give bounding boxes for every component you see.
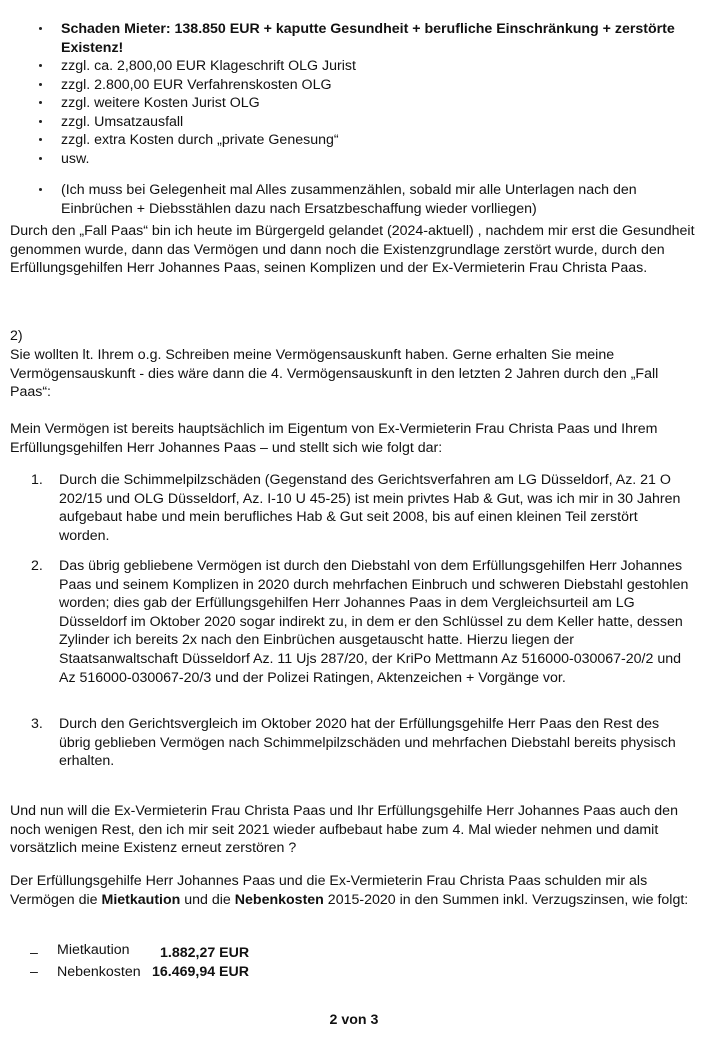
schulden-text-3: 2015-2020 in den Summen inkl. Verzugszinsen, wie folgt: <box>323 891 689 908</box>
dash-marker: – <box>30 964 38 980</box>
paragraph-vermoegensauskunft: Sie wollten lt. Ihrem o.g. Schreiben meine Vermögensauskunft haben. Gerne erhalten Sie meine Vermögensauskunft - dies wäre dann die 4. Vermögensauskunft in den letzten 2 Jahren durch den „Fall Paas“: <box>10 347 659 401</box>
bullet-dot <box>39 27 42 30</box>
damage-list <box>0 20 700 169</box>
bullet-dot <box>39 188 42 191</box>
amount-label: Nebenkosten <box>57 964 141 980</box>
numbered-item <box>31 471 691 545</box>
numbered-item <box>31 715 691 771</box>
list-item-text: zzgl. 2.800,00 EUR Verfahrenskosten OLG <box>61 76 332 93</box>
bullet-dot <box>39 120 42 123</box>
item-text: Das übrig gebliebene Vermögen ist durch den Diebstahl von dem Erfüllungsgehilfen Herr Johannes Paas und seinem Komplizen in 2020 durch mehrfachen Einbruch und schweren Diebstahl gestohlen worden; dies gab der Erfüllungsgehilfen Herr Johannes Paas in dem Vergleichsurteil am LG Düsseldorf im Oktober 2020 sogar indirekt zu, in dem er den Schlüssel zu dem Keller hatte, dessen Zylinder ich bereits 2x nach den Einbrüchen ausgetauscht hatte. Hierzu liegen der Staatsanwaltschaft Düsseldorf Az. 11 Ujs 287/20, der KriPo Mettmann Az 516000-030067-20/2 und Az 516000-030067-20/3 und der Polizei Ratingen, Aktenzeichen + Vorgänge vor. <box>59 558 689 686</box>
item-number: 3. <box>31 716 43 732</box>
list-item <box>0 113 700 132</box>
item-number: 2. <box>31 558 43 574</box>
amount-label: Mietkaution <box>57 942 130 958</box>
list-item <box>0 20 700 57</box>
paragraph-rest: Und nun will die Ex-Vermieterin Frau Christa Paas und Ihr Erfüllungsgehilfe Herr Johannes Paas auch den noch wenigen Rest, den ich mir seit 2021 wieder aufbebaut habe zum 4. Mal wieder nehmen und damit vorsätzlich meine Existenz erneut zerstören ? <box>10 803 678 857</box>
list-item-text: zzgl. weitere Kosten Jurist OLG <box>61 95 260 112</box>
section-number: 2) <box>10 328 23 344</box>
amount-value: 16.469,94 EUR <box>152 964 250 980</box>
note-text: (Ich muss bei Gelegenheit mal Alles zusammenzählen, sobald mir alle Unterlagen nach den Einbrüchen + Diebsstählen dazu nach Ersatzbeschaffung wieder vorlliegen) <box>61 182 637 217</box>
bullet-dot <box>39 138 42 141</box>
list-item <box>0 76 700 95</box>
list-item <box>0 181 700 218</box>
list-item <box>0 94 700 113</box>
list-item-text: zzgl. Umsatzausfall <box>61 113 184 130</box>
list-item-text: usw. <box>61 150 90 167</box>
amount-value: 1.882,27 EUR <box>160 945 250 961</box>
list-item <box>0 57 700 76</box>
paragraph-fall-paas: Durch den „Fall Paas“ bin ich heute im Bürgergeld gelandet (2024-aktuell) , nachdem mir erst die Gesundheit genommen wurde, dann das Vermögen und dann noch die Existenzgrundlage zerstört wurde, durch den Erfüllungsgehilfen Herr Johannes Paas, seinen Komplizen und der Ex-Vermieterin Frau Christa Paas. <box>10 223 695 277</box>
list-item <box>0 131 700 150</box>
page-number: 2 von 3 <box>329 1012 379 1028</box>
list-item-text: zzgl. ca. 2,800,00 EUR Klageschrift OLG Jurist <box>61 58 356 74</box>
nebenkosten-term: Nebenkosten <box>234 891 324 908</box>
note-list <box>0 181 700 218</box>
list-item-text: zzgl. extra Kosten durch „private Genesung“ <box>61 132 339 149</box>
dash-marker: – <box>30 945 38 961</box>
damage-summary: Schaden Mieter: 138.850 EUR + kaputte Gesundheit + berufliche Einschränkung + zerstörte Existenz! <box>61 21 675 56</box>
schulden-text-2: und die <box>180 891 235 908</box>
item-text: Durch den Gerichtsvergleich im Oktober 2020 hat der Erfüllungsgehilfe Herr Paas den Rest des übrig geblieben Vermögen nach Schimmelpilzschäden und mehrfachen Diebstahl bereits physisch erhalten. <box>59 716 676 770</box>
item-text: Durch die Schimmelpilzschäden (Gegenstand des Gerichtsverfahren am LG Düsseldorf, Az. 21 O 202/15 und OLG Düsseldorf, Az. I-10 U 45-25) ist mein privtes Hab & Gut, was ich mir in 30 Jahren aufgebaut habe und mein berufliches Hab & Gut seit 2008, bis auf einen kleinen Teil zerstört worden. <box>59 472 681 544</box>
mietkaution-term: Mietkaution <box>101 891 181 908</box>
bullet-dot <box>39 64 42 67</box>
schulden-text-1: Der Erfüllungsgehilfe Herr Johannes Paas und die Ex-Vermieterin Frau Christa Paas schulden mir als Vermögen die <box>10 873 648 908</box>
list-item <box>0 150 700 169</box>
paragraph-vermoegen: Mein Vermögen ist bereits hauptsächlich im Eigentum von Ex-Vermieterin Frau Christa Paas und Ihrem Erfüllungsgehilfen Herr Johannes Paas – und stellt sich wie folgt dar: <box>10 421 658 456</box>
bullet-dot <box>39 157 42 160</box>
bullet-dot <box>39 83 42 86</box>
paragraph-schulden <box>10 872 700 909</box>
bullet-dot <box>39 101 42 104</box>
numbered-item <box>31 557 691 687</box>
item-number: 1. <box>31 472 43 488</box>
